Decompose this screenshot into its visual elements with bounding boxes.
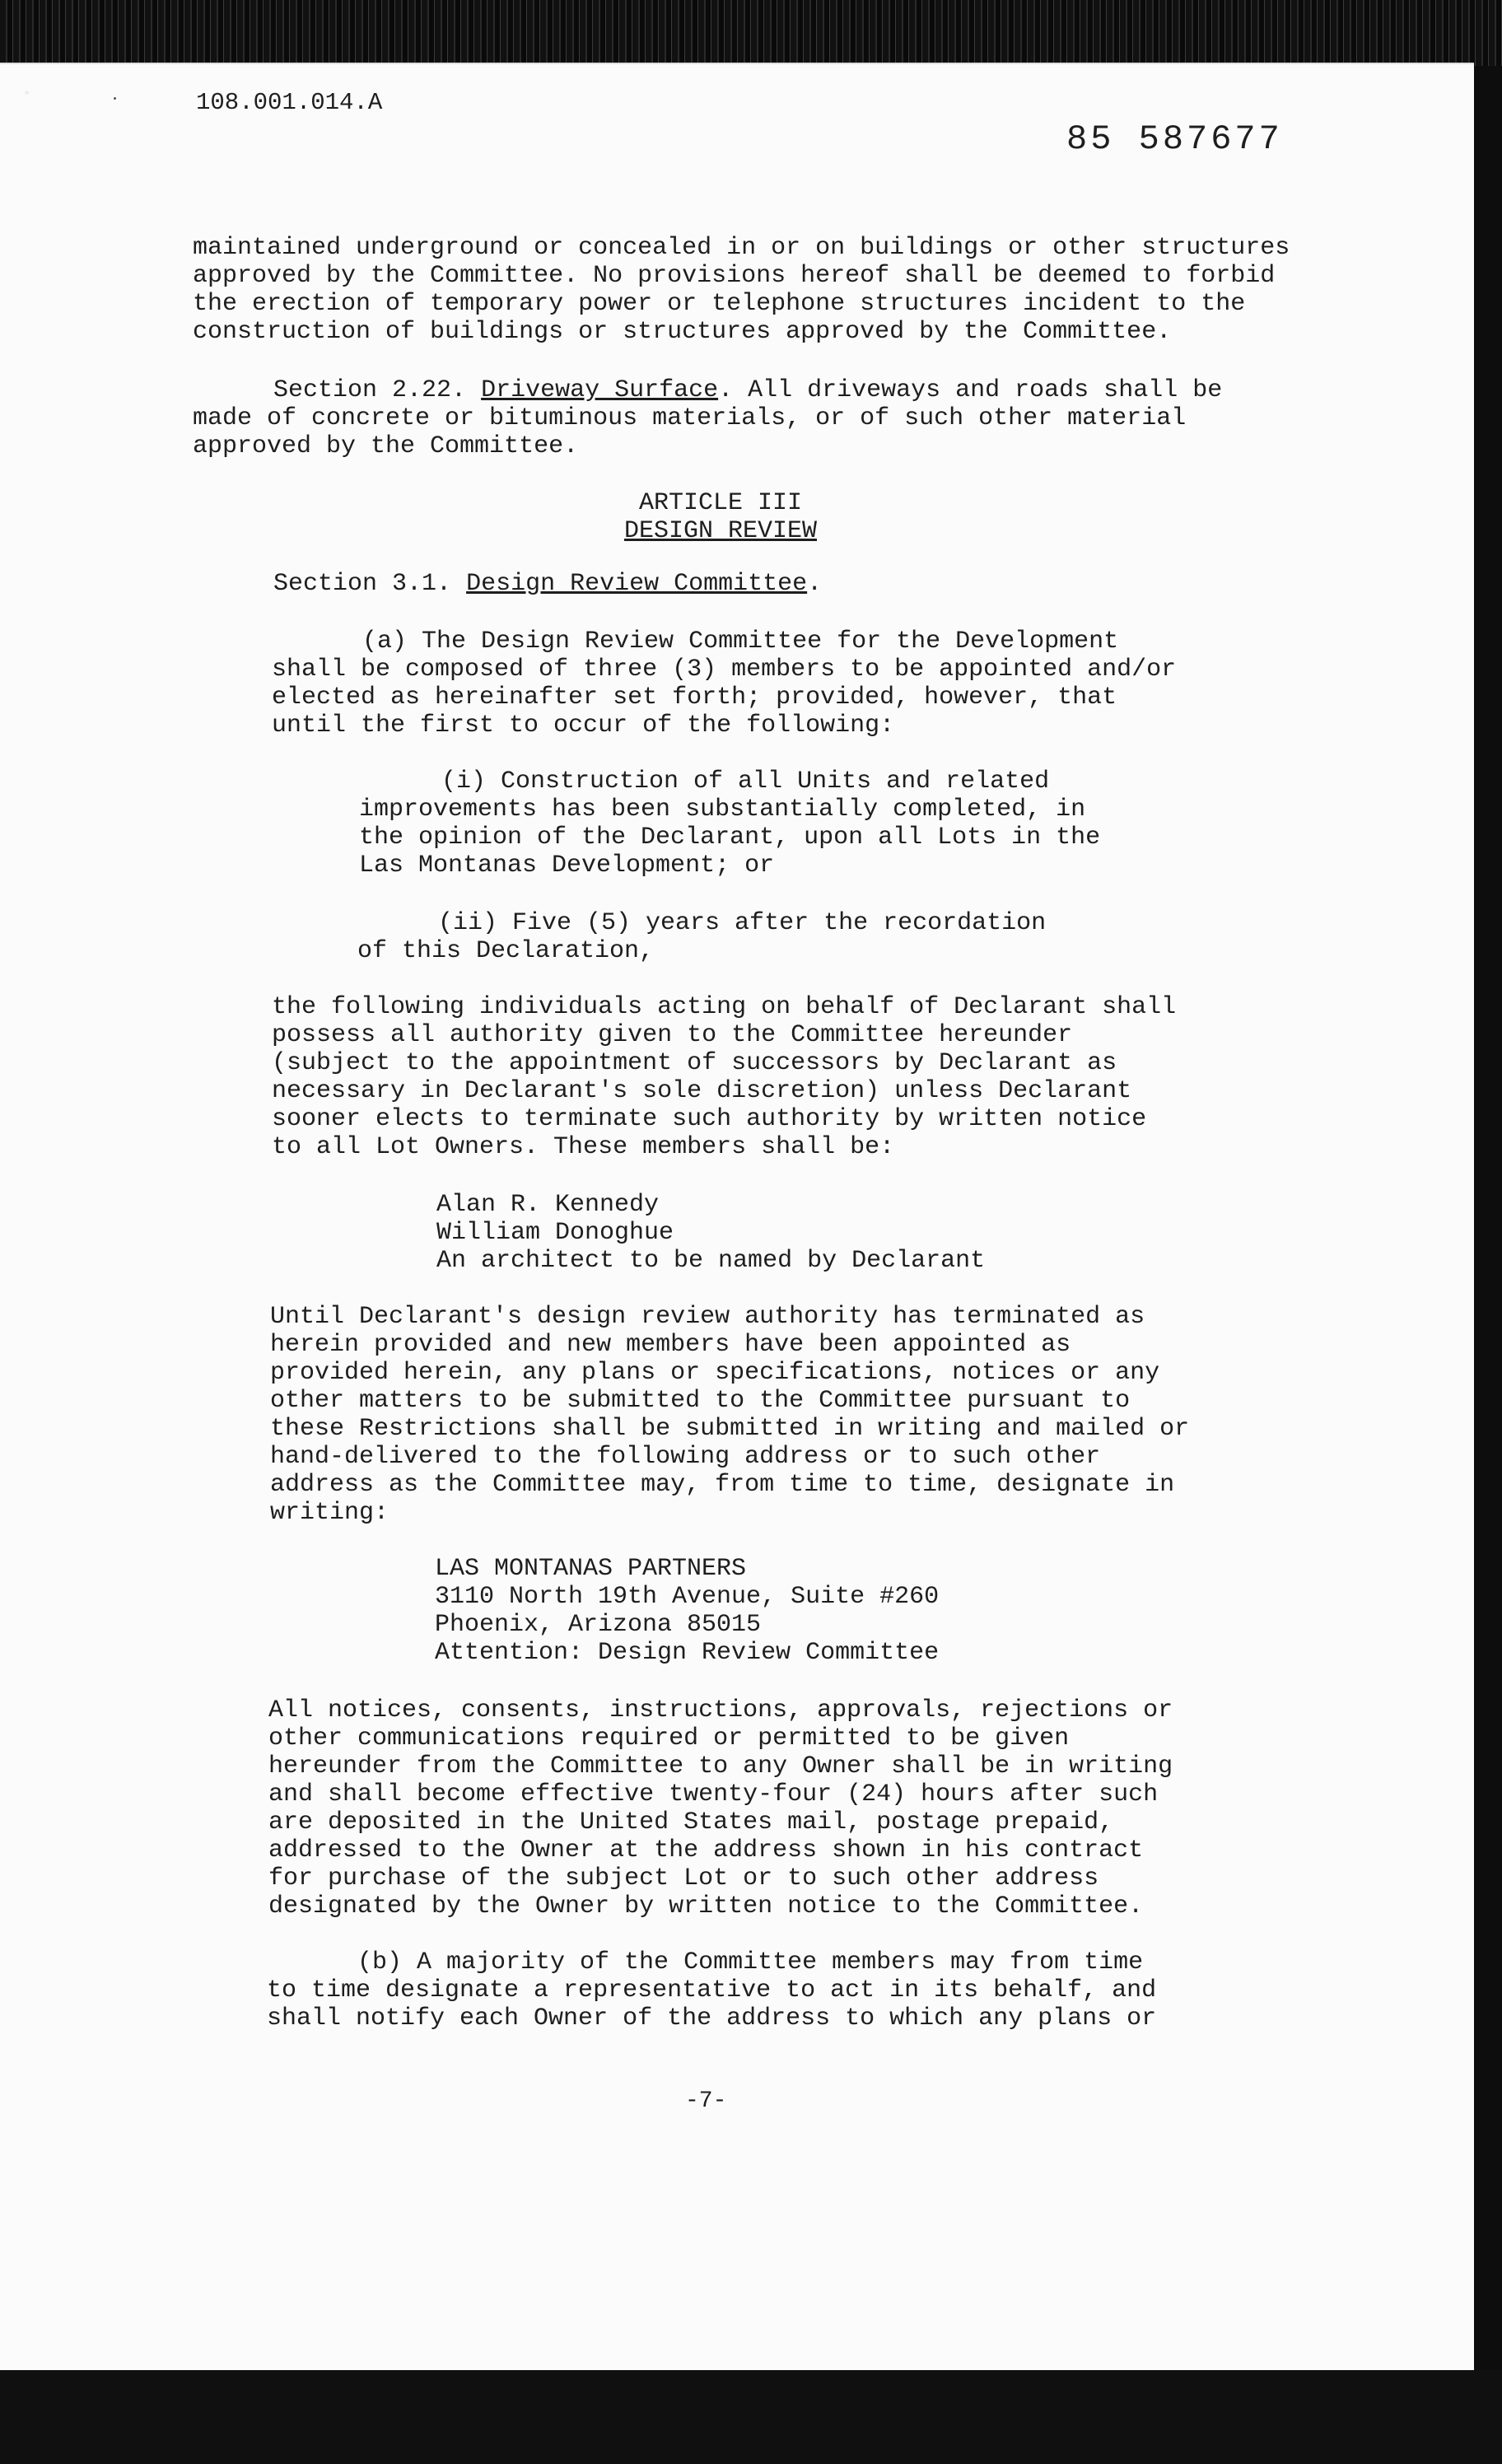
item-i: [359, 768, 1100, 880]
text-line: are deposited in the United States mail, postage prepaid,: [268, 1808, 1114, 1836]
text-line: (b) A majority of the Committee members may from time: [357, 1948, 1144, 1976]
text-line: (subject to the appointment of successors by Declarant as: [272, 1049, 1117, 1077]
section-title: Design Review Committee: [466, 570, 808, 598]
text-line: necessary in Declarant's sole discretion) unless Declarant: [272, 1077, 1132, 1105]
text-line: shall notify each Owner of the address to which any plans or: [267, 2004, 1157, 2032]
text-line: for purchase of the subject Lot or to such other address: [268, 1864, 1099, 1892]
text-line: elected as hereinafter set forth; provided, however, that: [272, 684, 1117, 712]
text-line: other matters to be submitted to the Committee pursuant to: [270, 1387, 1131, 1415]
text-line: construction of buildings or structures approved by the Committee.: [193, 318, 1172, 346]
document-number: 108.001.014.A: [196, 89, 383, 116]
section-2-22: [193, 376, 1247, 460]
paragraph-a: [272, 628, 1177, 740]
scan-border-top: [0, 0, 1502, 66]
page-number: -7-: [685, 2088, 727, 2114]
text-line: hand-delivered to the following address or to such other: [270, 1443, 1101, 1471]
paragraph-b: [267, 1948, 1156, 2032]
scan-speck: [25, 91, 29, 95]
text-line: maintained underground or concealed in or on buildings or other structures: [193, 234, 1290, 262]
scan-border-bottom: [0, 2370, 1502, 2464]
article-number: ARTICLE III: [638, 489, 803, 517]
text-line: and shall become effective twenty-four (24) hours after such: [268, 1780, 1159, 1808]
recording-stamp: 85 587677: [1066, 119, 1283, 159]
address-line: Phoenix, Arizona 85015: [435, 1611, 762, 1639]
member-name: An architect to be named by Declarant: [436, 1247, 986, 1275]
paragraph-notices: [268, 1696, 1173, 1920]
text-line: these Restrictions shall be submitted in writing and mailed or: [270, 1415, 1190, 1443]
member-name: William Donoghue: [436, 1219, 674, 1247]
text-line: sooner elects to terminate such authority by written notice: [272, 1105, 1147, 1133]
article-heading: [556, 489, 885, 545]
address-line: 3110 North 19th Avenue, Suite #260: [435, 1583, 940, 1611]
text-line: the erection of temporary power or telephone structures incident to the: [193, 290, 1246, 318]
text-line: other communications required or permitted to be given: [268, 1724, 1070, 1752]
continuation-paragraph: [193, 234, 1290, 346]
text-line: All notices, consents, instructions, approvals, rejections or: [268, 1696, 1173, 1724]
text-line: Las Montanas Development; or: [359, 852, 775, 880]
section-number: Section 2.22.: [273, 376, 467, 404]
text-line: approved by the Committee.: [193, 432, 579, 460]
text-line: improvements has been substantially completed, in: [359, 796, 1086, 824]
member-name: Alan R. Kennedy: [436, 1191, 660, 1219]
members-list: [436, 1191, 1095, 1275]
text-line: the opinion of the Declarant, upon all Lots in the: [359, 824, 1101, 852]
text-line: address as the Committee may, from time to time, designate in: [270, 1471, 1175, 1499]
text-line: Until Declarant's design review authority has terminated as: [270, 1303, 1145, 1331]
text-line: (a) The Design Review Committee for the Development: [362, 628, 1119, 656]
paragraph-until: [270, 1303, 1190, 1527]
text-line: [273, 570, 1097, 598]
text-line: possess all authority given to the Committee hereunder: [272, 1021, 1073, 1049]
text-line: (i) Construction of all Units and related: [441, 768, 1050, 796]
address-block: [435, 1555, 1094, 1667]
address-line: LAS MONTANAS PARTNERS: [435, 1555, 747, 1583]
address-line: Attention: Design Review Committee: [435, 1639, 940, 1667]
text-line: made of concrete or bituminous materials, or of such other material: [193, 404, 1187, 432]
text-line: of this Declaration,: [357, 937, 655, 965]
text-line: designated by the Owner by written notice to the Committee.: [268, 1892, 1144, 1920]
article-title: DESIGN REVIEW: [623, 517, 818, 545]
text-line: hereunder from the Committee to any Owner shall be in writing: [268, 1752, 1173, 1780]
text-line: the following individuals acting on behalf of Declarant shall: [272, 993, 1177, 1021]
section-3-1: [273, 570, 1097, 598]
text-line: to all Lot Owners. These members shall be:: [272, 1133, 895, 1161]
text-line: approved by the Committee. No provisions hereof shall be deemed to forbid: [193, 262, 1276, 290]
text-line: herein provided and new members have been appointed as: [270, 1331, 1071, 1359]
text-line: addressed to the Owner at the address shown in his contract: [268, 1836, 1144, 1864]
text-line: provided herein, any plans or specifications, notices or any: [270, 1359, 1160, 1387]
section-title: Driveway Surface: [481, 376, 719, 404]
paragraph-individuals: [272, 993, 1177, 1161]
text-line: writing:: [270, 1499, 389, 1527]
text-line: to time designate a representative to act in its behalf, and: [267, 1976, 1157, 2004]
section-text: . All driveways and roads shall be: [718, 376, 1223, 404]
section-number: Section 3.1.: [273, 570, 452, 598]
scan-speck: [114, 97, 116, 100]
text-line: shall be composed of three (3) members to be appointed and/or: [272, 656, 1177, 684]
section-text: .: [807, 570, 823, 598]
text-line: (ii) Five (5) years after the recordation: [438, 909, 1047, 937]
text-line: until the first to occur of the following:: [272, 712, 895, 740]
item-ii: [357, 909, 1099, 965]
text-line: [193, 376, 1247, 404]
